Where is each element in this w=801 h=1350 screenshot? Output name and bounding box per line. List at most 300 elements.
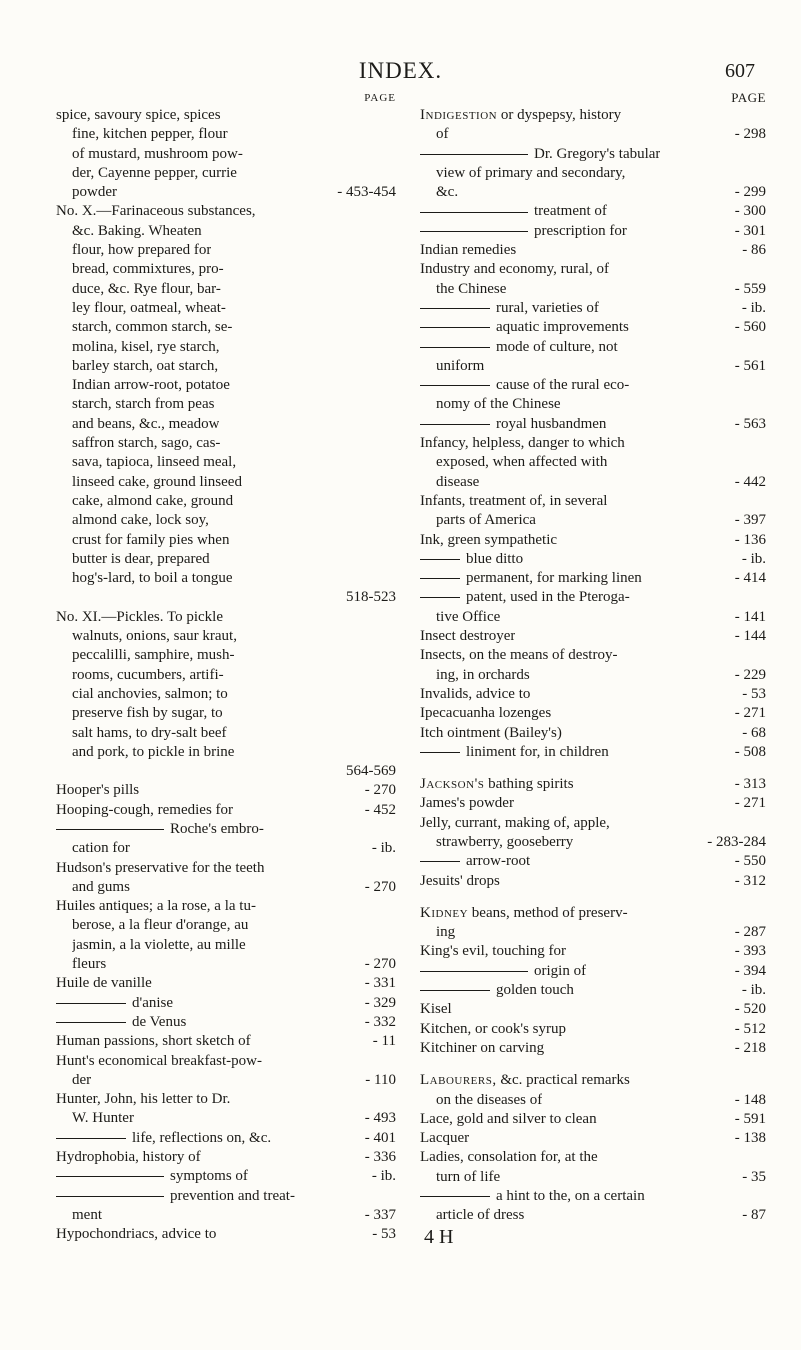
index-entry bbox=[420, 434, 766, 453]
entry-text: der bbox=[72, 1071, 92, 1088]
index-entry bbox=[420, 646, 766, 665]
entry-text: exposed, when affected with bbox=[436, 454, 608, 471]
entry-page-ref: - 442 bbox=[734, 473, 766, 490]
index-entry bbox=[56, 222, 396, 241]
entry-text: berose, a la fleur d'orange, au bbox=[72, 917, 249, 934]
entry-text: golden touch bbox=[420, 981, 574, 1000]
running-head-title: INDEX. bbox=[358, 58, 443, 83]
index-entry bbox=[420, 299, 766, 318]
ditto-dash bbox=[56, 1196, 164, 1197]
ditto-dash bbox=[420, 385, 490, 386]
ditto-dash bbox=[56, 1022, 126, 1023]
entry-page-ref: - 138 bbox=[734, 1130, 766, 1147]
entry-text: Hunt's economical breakfast-pow- bbox=[56, 1052, 262, 1069]
entry-text: Hunter, John, his letter to Dr. bbox=[56, 1091, 231, 1108]
index-entry bbox=[420, 376, 766, 395]
entry-page-ref: - 393 bbox=[734, 943, 766, 960]
section-gap bbox=[420, 762, 766, 775]
entry-text: a hint to the, on a certain bbox=[420, 1187, 645, 1206]
entry-page-ref: - 144 bbox=[734, 628, 766, 645]
entry-text: saffron starch, sago, cas- bbox=[72, 435, 221, 452]
index-entry bbox=[56, 704, 396, 723]
index-entry bbox=[420, 1000, 766, 1019]
entry-text: of mustard, mushroom pow- bbox=[72, 145, 243, 162]
index-entry bbox=[420, 183, 766, 202]
index-entry bbox=[420, 511, 766, 530]
entry-page-ref: - 299 bbox=[734, 184, 766, 201]
index-entry bbox=[420, 1168, 766, 1187]
entry-page-ref: - 401 bbox=[364, 1129, 396, 1146]
entry-text: life, reflections on, &c. bbox=[56, 1129, 271, 1148]
entry-text bbox=[420, 1226, 453, 1249]
index-entry bbox=[420, 145, 766, 164]
entry-text: almond cake, lock soy, bbox=[72, 512, 209, 529]
entry-text: arrow-root bbox=[420, 852, 530, 871]
entry-text: Dr. Gregory's tabular bbox=[420, 145, 660, 164]
index-entry bbox=[420, 608, 766, 627]
entry-text: spice, savoury spice, spices bbox=[56, 107, 221, 123]
entry-text: Lacquer bbox=[420, 1130, 470, 1147]
index-entry bbox=[420, 492, 766, 511]
entry-page-ref: - 336 bbox=[364, 1149, 396, 1166]
index-entry bbox=[56, 299, 396, 318]
entry-text: Jesuits' drops bbox=[420, 872, 500, 889]
index-entry bbox=[56, 897, 396, 916]
entry-text: fine, kitchen pepper, flour bbox=[72, 126, 228, 143]
entry-page-ref: - 512 bbox=[734, 1020, 766, 1037]
entry-page-ref: - 591 bbox=[734, 1110, 766, 1127]
entry-text: walnuts, onions, saur kraut, bbox=[72, 628, 237, 645]
entry-page-ref: - 301 bbox=[734, 222, 766, 239]
entry-text: starch, starch from peas bbox=[72, 396, 215, 413]
index-entry bbox=[420, 962, 766, 981]
entry-page-ref: - 559 bbox=[734, 280, 766, 297]
index-entry bbox=[420, 1071, 766, 1090]
entry-text: barley starch, oat starch, bbox=[72, 357, 219, 374]
entry-text: of bbox=[436, 126, 449, 143]
index-entry bbox=[56, 395, 396, 414]
index-entry bbox=[56, 318, 396, 337]
entry-text: Ink, green sympathetic bbox=[420, 531, 558, 548]
entry-text: and pork, to pickle in brine bbox=[72, 743, 235, 760]
index-entry bbox=[56, 994, 396, 1013]
entry-text: aquatic improvements bbox=[420, 318, 629, 337]
entry-text: No. X.—Farinaceous substances, bbox=[56, 203, 256, 220]
entry-text: Indian remedies bbox=[420, 242, 517, 259]
entry-text: uniform bbox=[436, 357, 485, 374]
index-entry bbox=[56, 762, 396, 781]
index-entry bbox=[420, 222, 766, 241]
entry-page-ref: - 414 bbox=[734, 570, 766, 587]
index-entry bbox=[56, 434, 396, 453]
entry-page-ref: - 508 bbox=[734, 743, 766, 760]
index-entry bbox=[56, 280, 396, 299]
entry-page-ref: - 313 bbox=[734, 776, 766, 793]
entry-text: patent, used in the Pteroga- bbox=[420, 588, 630, 607]
ditto-dash bbox=[420, 597, 460, 598]
index-entry bbox=[420, 1148, 766, 1167]
index-entry bbox=[56, 1129, 396, 1148]
index-entry bbox=[56, 1187, 396, 1206]
entry-text: peccalilli, samphire, mush- bbox=[72, 647, 235, 664]
entry-page-ref: - 110 bbox=[365, 1071, 396, 1088]
entry-page-ref: - 218 bbox=[734, 1039, 766, 1056]
entry-text: linseed cake, ground linseed bbox=[72, 473, 242, 490]
section-gap bbox=[420, 1058, 766, 1071]
entry-text: No. XI.—Pickles. To pickle bbox=[56, 608, 223, 625]
entry-text: Indian arrow-root, potatoe bbox=[72, 377, 230, 394]
entry-text: the Chinese bbox=[436, 280, 507, 297]
index-entry bbox=[56, 859, 396, 878]
index-entry bbox=[420, 395, 766, 414]
index-entry bbox=[56, 1225, 396, 1244]
entry-text: Human passions, short sketch of bbox=[56, 1033, 251, 1050]
page-number: 607 bbox=[725, 60, 755, 82]
entry-page-ref: - ib. bbox=[741, 299, 766, 316]
page-column-label: PAGE bbox=[731, 90, 766, 105]
entry-text: tive Office bbox=[436, 608, 501, 625]
entry-page-ref: - 68 bbox=[742, 724, 766, 741]
entry-text: Ipecacuanha lozenges bbox=[420, 705, 552, 722]
index-entry bbox=[56, 202, 396, 221]
entry-page-ref: - 148 bbox=[734, 1091, 766, 1108]
entry-text: Kitchen, or cook's syrup bbox=[420, 1020, 567, 1037]
entry-text: mode of culture, not bbox=[420, 338, 618, 357]
index-entry bbox=[56, 415, 396, 434]
index-entry bbox=[420, 1187, 766, 1206]
entry-page-ref: - 453-454 bbox=[337, 184, 396, 201]
entry-page-ref: - 298 bbox=[734, 126, 766, 143]
page-column-label: PAGE bbox=[364, 92, 396, 104]
entry-text: Jelly, currant, making of, apple, bbox=[420, 814, 610, 831]
entry-text: Insect destroyer bbox=[420, 628, 516, 645]
index-entry bbox=[56, 260, 396, 279]
index-entry bbox=[420, 1206, 766, 1225]
index-entry bbox=[420, 981, 766, 1000]
entry-text: Infancy, helpless, danger to which bbox=[420, 435, 625, 452]
index-entry bbox=[420, 872, 766, 891]
index-entry bbox=[56, 492, 396, 511]
entry-text: Kitchiner on carving bbox=[420, 1039, 545, 1056]
index-entry bbox=[56, 569, 396, 588]
index-entry bbox=[420, 814, 766, 833]
entry-page-ref: - 337 bbox=[364, 1206, 396, 1223]
index-entry bbox=[420, 164, 766, 183]
index-entry bbox=[56, 125, 396, 144]
entry-page-ref: - 394 bbox=[734, 962, 766, 979]
index-entry bbox=[56, 106, 396, 125]
entry-page-ref: - 300 bbox=[734, 203, 766, 220]
entry-page-ref: - 283-284 bbox=[707, 833, 766, 850]
entry-page-ref: - 53 bbox=[742, 685, 766, 702]
index-entry bbox=[420, 1020, 766, 1039]
index-entry bbox=[420, 338, 766, 357]
index-entry bbox=[56, 473, 396, 492]
index-entry bbox=[420, 357, 766, 376]
entry-page-ref: - 331 bbox=[364, 975, 396, 992]
index-entry bbox=[56, 1032, 396, 1051]
entry-page-ref: - 86 bbox=[742, 242, 766, 259]
index-entry bbox=[56, 1109, 396, 1128]
index-entry bbox=[56, 550, 396, 569]
index-entry bbox=[56, 820, 396, 839]
ditto-dash bbox=[420, 990, 490, 991]
entry-page-ref: - 493 bbox=[364, 1110, 396, 1127]
index-entry bbox=[420, 685, 766, 704]
index-entry bbox=[56, 685, 396, 704]
index-entry bbox=[56, 839, 396, 858]
ditto-dash bbox=[56, 1003, 126, 1004]
entry-text: d'anise bbox=[56, 994, 173, 1013]
entry-text: Hypochondriacs, advice to bbox=[56, 1226, 217, 1243]
entry-text: cation for bbox=[72, 840, 130, 857]
index-entry bbox=[56, 376, 396, 395]
entry-text: nomy of the Chinese bbox=[436, 396, 561, 413]
index-entry bbox=[420, 904, 766, 923]
index-entry bbox=[420, 794, 766, 813]
index-entry bbox=[420, 627, 766, 646]
entry-text: parts of America bbox=[436, 512, 536, 529]
entry-page-ref: - 329 bbox=[364, 994, 396, 1011]
entry-page-ref: - ib. bbox=[371, 840, 396, 857]
ditto-dash bbox=[56, 829, 164, 830]
entry-page-ref: - 312 bbox=[734, 872, 766, 889]
index-entry bbox=[420, 106, 766, 125]
index-entry bbox=[420, 852, 766, 871]
entry-text: on the diseases of bbox=[436, 1091, 543, 1108]
index-entry bbox=[420, 588, 766, 607]
index-entry bbox=[56, 955, 396, 974]
entry-page-ref: - 452 bbox=[364, 801, 396, 818]
index-entry bbox=[56, 1071, 396, 1090]
entry-text: Ladies, consolation for, at the bbox=[420, 1149, 598, 1166]
index-entries-right bbox=[420, 106, 766, 1249]
entry-text: article of dress bbox=[436, 1207, 525, 1224]
index-entry bbox=[420, 1226, 766, 1249]
entry-text: Kisel bbox=[420, 1001, 452, 1018]
entry-text: symptoms of bbox=[56, 1167, 248, 1186]
index-entry bbox=[56, 801, 396, 820]
index-entry bbox=[420, 775, 766, 794]
index-entry bbox=[56, 531, 396, 550]
entry-text: royal husbandmen bbox=[420, 415, 606, 434]
entry-text: sava, tapioca, linseed meal, bbox=[72, 454, 237, 471]
entry-text: treatment of bbox=[420, 202, 607, 221]
entry-text: and beans, &c., meadow bbox=[72, 415, 220, 432]
entry-text: Hooper's pills bbox=[56, 782, 140, 799]
entry-text: Hydrophobia, history of bbox=[56, 1149, 201, 1166]
entry-text: Lace, gold and silver to clean bbox=[420, 1110, 597, 1127]
ditto-dash bbox=[56, 1138, 126, 1139]
entry-text: prevention and treat- bbox=[56, 1187, 295, 1206]
entry-page-ref: - 287 bbox=[734, 924, 766, 941]
entry-text: Kidney beans, method of preserv- bbox=[420, 904, 628, 921]
entry-text: &c. Baking. Wheaten bbox=[72, 222, 202, 239]
entry-text: preserve fish by sugar, to bbox=[72, 705, 223, 722]
ditto-dash bbox=[420, 559, 460, 560]
entry-text: de Venus bbox=[56, 1013, 186, 1032]
ditto-dash bbox=[420, 308, 490, 309]
entry-text: cake, almond cake, ground bbox=[72, 492, 234, 509]
entry-text: starch, common starch, se- bbox=[72, 319, 233, 336]
entry-text: ing, in orchards bbox=[436, 666, 530, 683]
entry-text: der, Cayenne pepper, currie bbox=[72, 164, 237, 181]
index-entry bbox=[420, 318, 766, 337]
entry-page-ref: - 520 bbox=[734, 1001, 766, 1018]
index-entry bbox=[56, 608, 396, 627]
index-entry bbox=[420, 260, 766, 279]
index-entry bbox=[420, 415, 766, 434]
entry-page-ref: - 270 bbox=[364, 956, 396, 973]
entry-text: ley flour, oatmeal, wheat- bbox=[72, 299, 226, 316]
index-entry bbox=[56, 724, 396, 743]
index-entry bbox=[56, 145, 396, 164]
entry-text: &c. bbox=[436, 184, 459, 201]
entry-text: Infants, treatment of, in several bbox=[420, 492, 608, 509]
index-entry bbox=[420, 724, 766, 743]
entry-text: fleurs bbox=[72, 956, 107, 973]
index-entry bbox=[56, 588, 396, 607]
entry-page-ref: - 271 bbox=[734, 795, 766, 812]
ditto-dash bbox=[420, 1196, 490, 1197]
index-entry bbox=[420, 550, 766, 569]
ditto-dash bbox=[420, 971, 528, 972]
index-entry bbox=[420, 833, 766, 852]
index-entry bbox=[420, 1039, 766, 1058]
index-column-left bbox=[56, 90, 396, 1245]
index-entry bbox=[420, 473, 766, 492]
ditto-dash bbox=[420, 578, 460, 579]
entry-page-ref: - 397 bbox=[734, 512, 766, 529]
ditto-dash bbox=[420, 154, 528, 155]
entry-text: strawberry, gooseberry bbox=[436, 833, 574, 850]
entry-text: rural, varieties of bbox=[420, 299, 599, 318]
entry-text: hog's-lard, to boil a tongue bbox=[72, 570, 233, 587]
entry-page-ref: - 270 bbox=[364, 878, 396, 895]
index-entry bbox=[420, 743, 766, 762]
index-entry bbox=[56, 666, 396, 685]
entry-text: permanent, for marking linen bbox=[420, 569, 642, 588]
index-entry bbox=[56, 1167, 396, 1186]
entry-text: rooms, cucumbers, artifi- bbox=[72, 666, 224, 683]
index-entry bbox=[56, 646, 396, 665]
entry-page-ref: 518-523 bbox=[346, 589, 396, 606]
entry-text: ment bbox=[72, 1206, 102, 1223]
index-entry bbox=[56, 1206, 396, 1225]
entry-text: cial anchovies, salmon; to bbox=[72, 685, 228, 702]
index-entry bbox=[420, 241, 766, 260]
signature-mark: 4 H bbox=[424, 1225, 454, 1248]
entry-page-ref: - ib. bbox=[741, 550, 766, 567]
index-entry bbox=[420, 1110, 766, 1129]
entry-text: Huiles antiques; a la rose, a la tu- bbox=[56, 898, 256, 915]
entry-text: Huile de vanille bbox=[56, 975, 152, 992]
entry-text: jasmin, a la violette, au mille bbox=[72, 936, 246, 953]
ditto-dash bbox=[420, 212, 528, 213]
entry-page-ref: - 332 bbox=[364, 1013, 396, 1030]
entry-text: King's evil, touching for bbox=[420, 943, 567, 960]
entry-text: blue ditto bbox=[420, 550, 523, 569]
index-entry bbox=[420, 1129, 766, 1148]
index-column-right bbox=[420, 90, 766, 1249]
entry-text: W. Hunter bbox=[72, 1110, 134, 1127]
index-entry bbox=[56, 627, 396, 646]
entry-page-ref: - 229 bbox=[734, 666, 766, 683]
entry-text: Itch ointment (Bailey's) bbox=[420, 724, 562, 741]
entry-text: butter is dear, prepared bbox=[72, 550, 210, 567]
entry-text: prescription for bbox=[420, 222, 627, 241]
entry-page-ref: - 561 bbox=[734, 357, 766, 374]
entry-page-ref: - 550 bbox=[734, 853, 766, 870]
ditto-dash bbox=[56, 1176, 164, 1177]
entry-text: origin of bbox=[420, 962, 586, 981]
entry-text: Labourers, &c. practical remarks bbox=[420, 1072, 630, 1089]
index-entry bbox=[56, 241, 396, 260]
index-entry bbox=[56, 916, 396, 935]
index-entry bbox=[56, 1052, 396, 1071]
entry-page-ref: - ib. bbox=[371, 1168, 396, 1185]
entry-text: view of primary and secondary, bbox=[436, 164, 626, 181]
index-entry bbox=[420, 202, 766, 221]
entry-text: Industry and economy, rural, of bbox=[420, 261, 609, 278]
index-entry bbox=[420, 569, 766, 588]
entry-page-ref: - 136 bbox=[734, 531, 766, 548]
entry-page-ref: - 87 bbox=[742, 1207, 766, 1224]
index-entry bbox=[56, 453, 396, 472]
index-entry bbox=[56, 781, 396, 800]
section-gap bbox=[420, 891, 766, 904]
index-entry bbox=[56, 1148, 396, 1167]
entry-text: ing bbox=[436, 924, 456, 941]
ditto-dash bbox=[420, 231, 528, 232]
entry-text: bread, commixtures, pro- bbox=[72, 261, 224, 278]
ditto-dash bbox=[420, 752, 460, 753]
index-entry bbox=[56, 878, 396, 897]
index-entry bbox=[420, 125, 766, 144]
entry-page-ref: - 270 bbox=[364, 782, 396, 799]
ditto-dash bbox=[420, 424, 490, 425]
entry-page-ref: - 141 bbox=[734, 608, 766, 625]
entry-page-ref: - 271 bbox=[734, 705, 766, 722]
index-entry bbox=[56, 743, 396, 762]
entry-text: liniment for, in children bbox=[420, 743, 609, 762]
entry-page-ref: 564-569 bbox=[346, 763, 396, 780]
entry-text: molina, kisel, rye starch, bbox=[72, 338, 220, 355]
index-entry bbox=[420, 942, 766, 961]
index-entry bbox=[56, 338, 396, 357]
index-entry bbox=[420, 704, 766, 723]
index-entry bbox=[420, 280, 766, 299]
entry-page-ref: - 11 bbox=[372, 1033, 396, 1050]
entry-text: duce, &c. Rye flour, bar- bbox=[72, 280, 221, 297]
entry-text: salt hams, to dry-salt beef bbox=[72, 724, 227, 741]
index-entry bbox=[56, 1090, 396, 1109]
entry-page-ref: - 35 bbox=[742, 1168, 766, 1185]
index-entry bbox=[420, 531, 766, 550]
index-entry bbox=[56, 164, 396, 183]
index-entry bbox=[56, 936, 396, 955]
entry-page-ref: - ib. bbox=[741, 982, 766, 999]
entry-page-ref: - 53 bbox=[372, 1226, 396, 1243]
index-entry bbox=[420, 666, 766, 685]
entry-text: and gums bbox=[72, 878, 130, 895]
entry-text: disease bbox=[436, 473, 480, 490]
entry-text: James's powder bbox=[420, 795, 514, 812]
index-entry bbox=[56, 974, 396, 993]
index-entry bbox=[420, 923, 766, 942]
index-entry bbox=[56, 183, 396, 202]
entry-text: Invalids, advice to bbox=[420, 685, 531, 702]
